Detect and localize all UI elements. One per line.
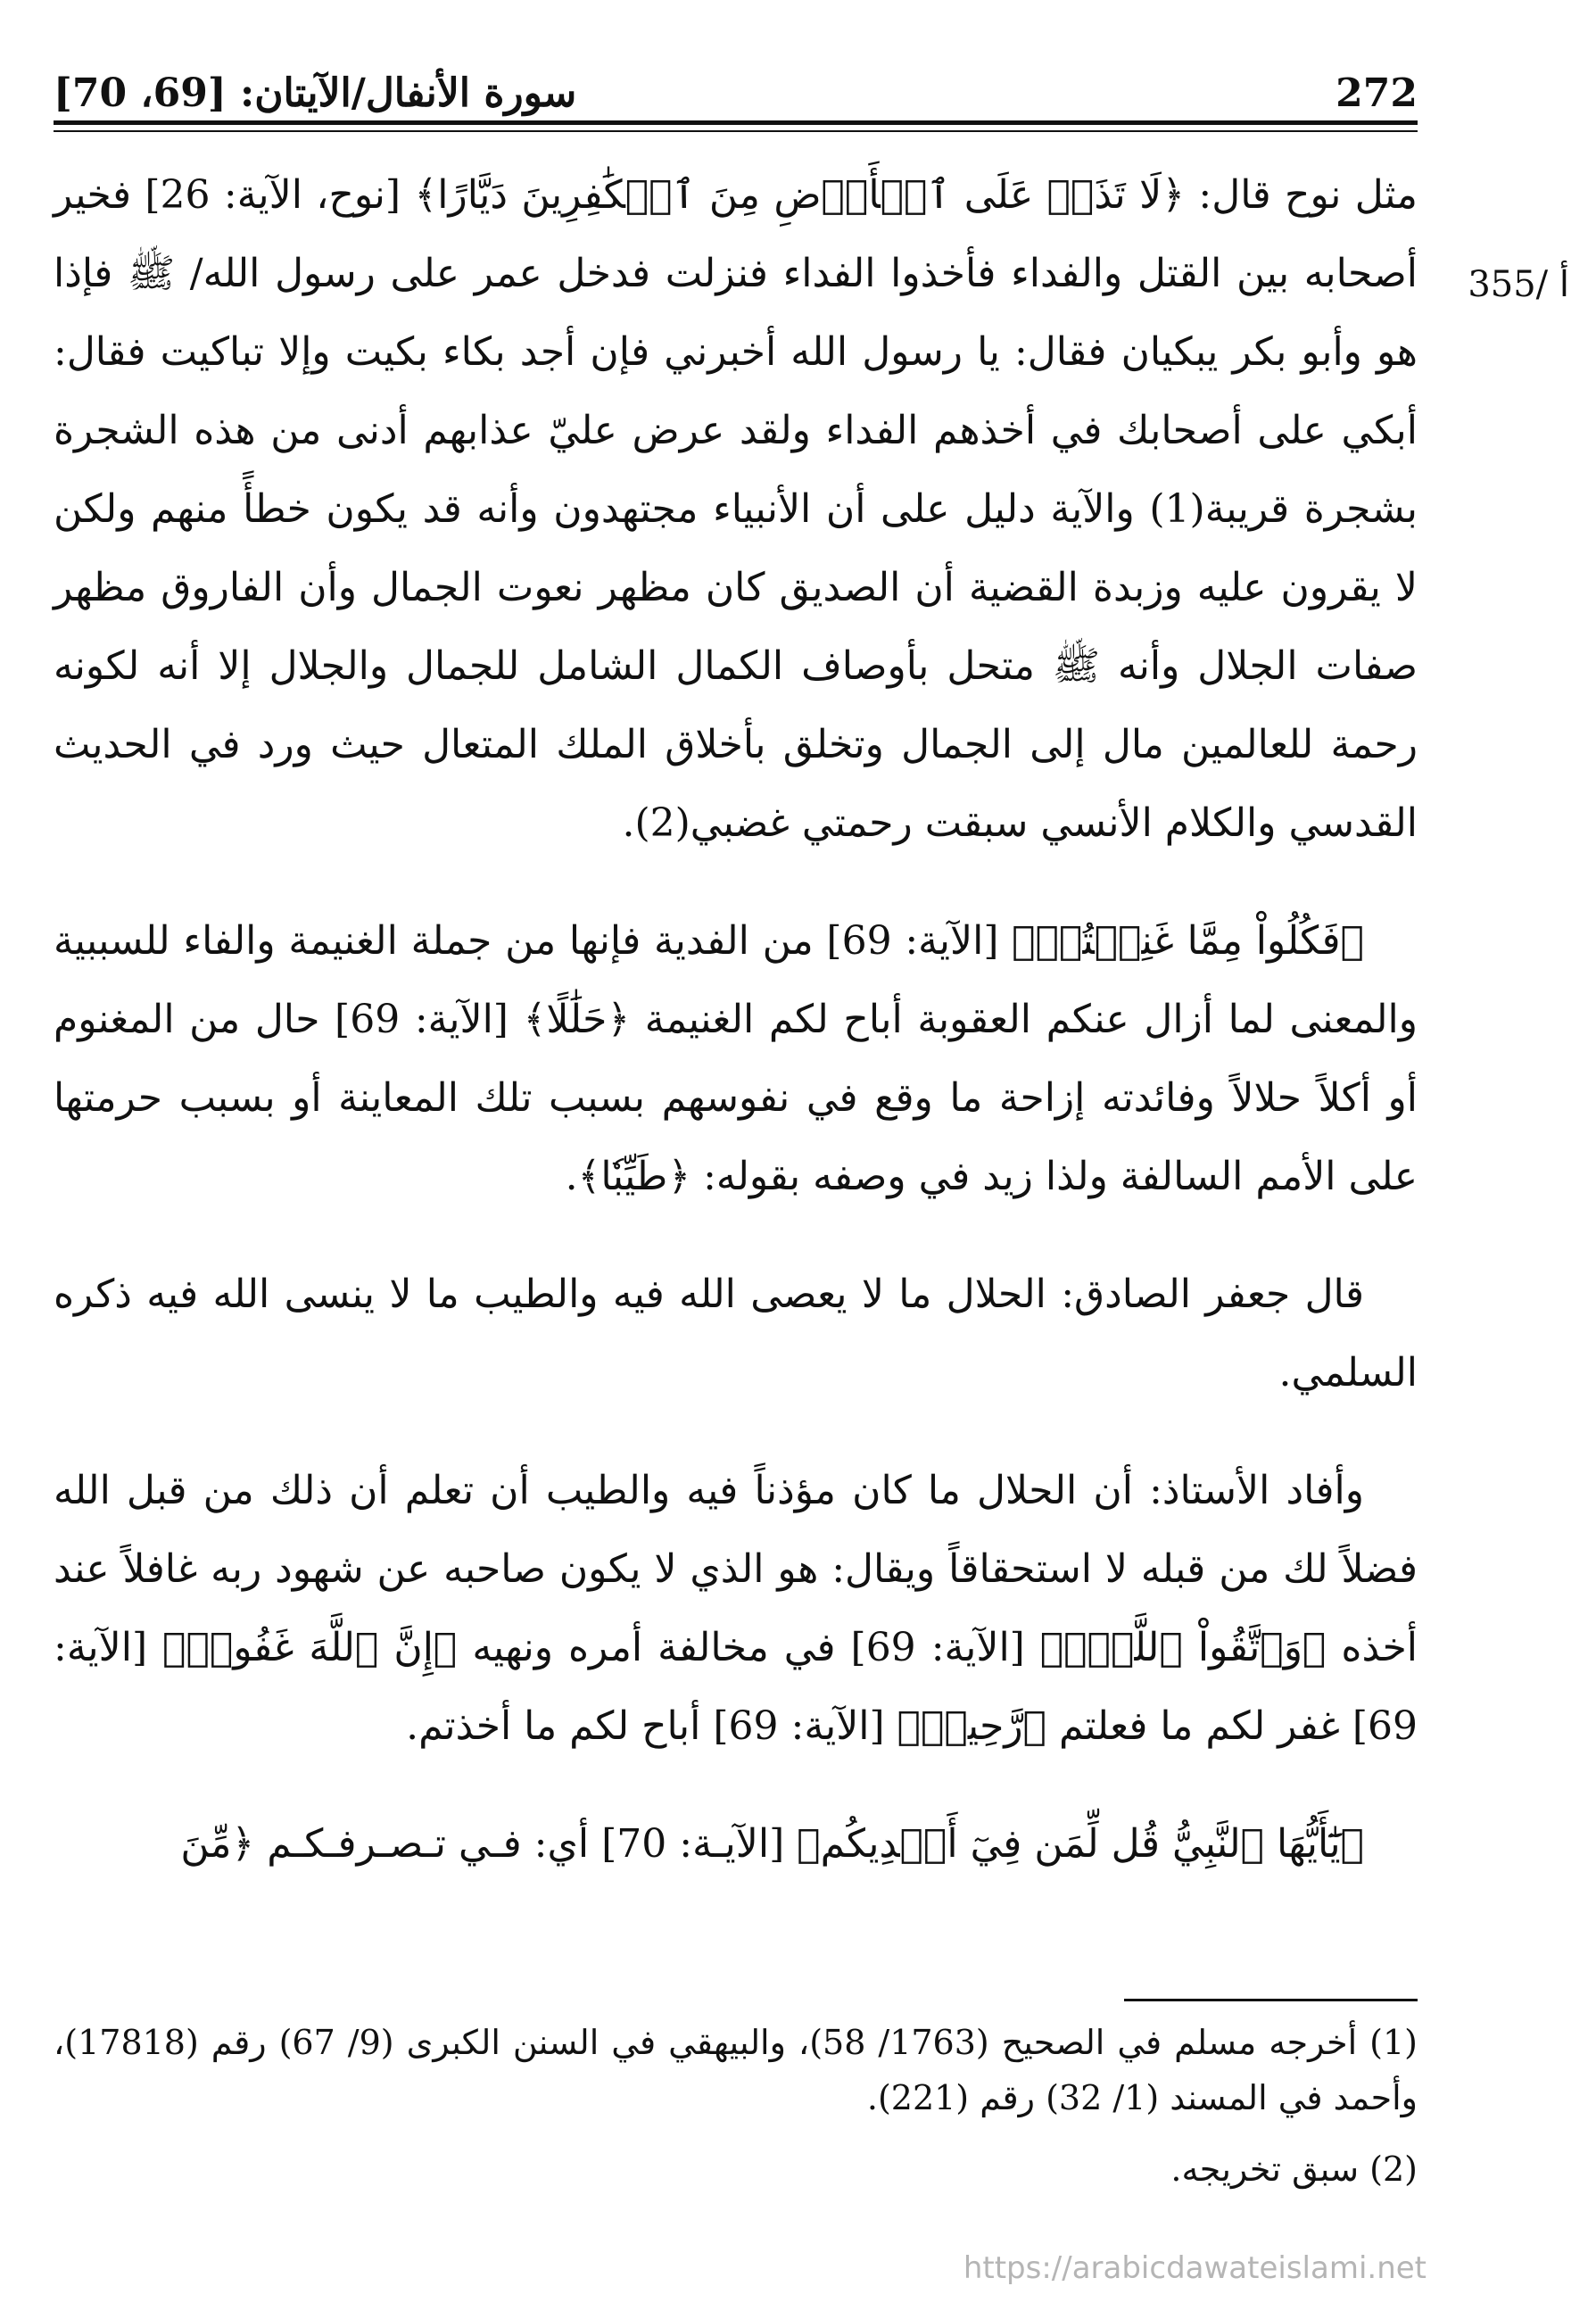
footnote-separator — [1124, 1999, 1418, 2001]
footnote-1: (1) أخرجه مسلم في الصحيح (1763/ 58)، والبيهقي في السنن الكبرى (9/ 67) رقم (17818)، وأحمد في المسند (1/ 32) رقم (221). — [54, 2023, 1418, 2117]
paragraph-3: قال جعفر الصادق: الحلال ما لا يعصى الله فيه والطيب ما لا ينسى الله فيه ذكره السلمي. — [54, 1271, 1418, 1396]
page-number: 272 — [1336, 70, 1418, 116]
paragraph-4: وأفاد الأستاذ: أن الحلال ما كان مؤذناً فيه والطيب أن تعلم أن ذلك من قبل الله فضلاً لك من قبله لا استحقاقاً ويقال: هو الذي لا يكون صاحبه عن شهود ربه غافلاً عند أخذه ﴿وَٱتَّقُواْ ٱللَّهَۚ﴾ [الآية: 69] في مخالفة أمره ونهيه ﴿إِنَّ ٱللَّهَ غَفُورٞ﴾ [الآية: 69] غفر لكم ما فعلتم ﴿رَّحِيمٞ﴾ [الآية: 69] أباح لكم ما أخذتم. — [54, 1468, 1418, 1749]
paragraph-5: ﴿يَٰٓأَيُّهَا ٱلنَّبِيُّ قُل لِّمَن فِيٓ أَيۡدِيكُم﴾ [الآيـة: 70] أي: فـي تـصـرفـكـم ﴿مِّنَ — [180, 1821, 1364, 1867]
paragraph-2: ﴿فَكُلُواْ مِمَّا غَنِمۡتُمۡ﴾ [الآية: 69] من الفدية فإنها من جملة الغنيمة والفاء للسببية والمعنى لما أزال عنكم العقوبة أباح لكم الغنيمة ﴿حَلَٰلًا﴾ [الآية: 69] حال من المغنوم أو أكلاً حلالاً وفائدته إزاحة ما وقع في نفوسهم بسبب تلك المعاينة أو بسبب حرمتها على الأمم السالفة ولذا زيد في وصفه بقوله: ﴿طَيِّبٗا﴾. — [54, 918, 1418, 1199]
main-text — [54, 156, 1418, 1923]
page-header — [54, 54, 1418, 116]
footnotes — [54, 2015, 1418, 2213]
watermark-url: https://arabicdawateislami.net — [963, 2250, 1426, 2286]
header-double-rule — [54, 120, 1418, 132]
manuscript-folio-note: 355/ أ — [1468, 264, 1569, 305]
paragraph-1: مثل نوح قال: ﴿لَا تَذَرۡ عَلَى ٱلۡأَرۡضِ مِنَ ٱلۡكَٰفِرِينَ دَيَّارًا﴾ [نوح، الآية: 26] فخير أصحابه بين القتل والفداء فأخذوا الفداء فنزلت فدخل عمر على رسول الله/ ﷺ فإذا هو وأبو بكر يبكيان فقال: يا رسول الله أخبرني فإن أجد بكاء بكيت وإلا تباكيت فقال: أبكي على أصحابك في أخذهم الفداء ولقد عرض عليّ عذابهم أدنى من هذه الشجرة بشجرة قريبة(1) والآية دليل على أن الأنبياء مجتهدون وأنه قد يكون خطأً منهم ولكن لا يقرون عليه وزبدة القضية أن الصديق كان مظهر نعوت الجمال وأن الفاروق مظهر صفات الجلال وأنه ﷺ متحل بأوصاف الكمال الشامل للجمال والجلال إلا أنه لكونه رحمة للعالمين مال إلى الجمال وتخلق بأخلاق الملك المتعال حيث ورد في الحديث القدسي والكلام الأنسي سبقت رحمتي غضبي(2). — [54, 172, 1418, 846]
footnote-2: (2) سبق تخريجه. — [1170, 2149, 1418, 2189]
running-title: سورة الأنفال/الآيتان: [69، 70] — [54, 70, 577, 116]
